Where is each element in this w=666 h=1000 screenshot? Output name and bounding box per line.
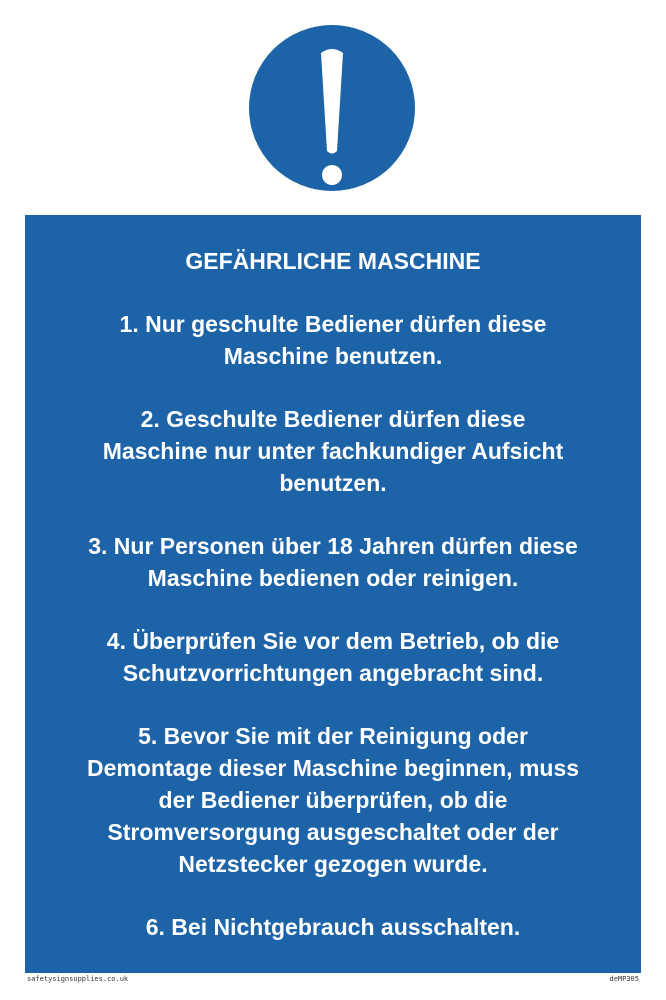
list-item xyxy=(25,911,641,943)
item-line: 1. Nur geschulte Bediener dürfen diese xyxy=(119,311,547,337)
item-line: Maschine nur unter fachkundiger Aufsicht xyxy=(102,438,564,464)
item-line: 4. Überprüfen Sie vor dem Betrieb, ob die xyxy=(106,628,560,654)
item-line: Stromversorgung ausgeschaltet oder der xyxy=(107,819,559,845)
item-line: Demontage dieser Maschine beginnen, muss xyxy=(86,755,580,781)
sign-panel xyxy=(25,215,641,973)
footer-website: safetysignsupplies.co.uk xyxy=(27,975,129,983)
list-item xyxy=(25,720,641,880)
item-line: benutzen. xyxy=(279,470,387,496)
item-line: Schutzvorrichtungen angebracht sind. xyxy=(122,660,544,686)
list-item xyxy=(25,530,641,594)
item-line: 3. Nur Personen über 18 Jahren dürfen diese xyxy=(88,533,578,559)
exclamation-mark-icon xyxy=(249,25,415,191)
list-item xyxy=(25,625,641,689)
item-line: 2. Geschulte Bediener dürfen diese xyxy=(140,406,526,432)
sign-title: GEFÄHRLICHE MASCHINE xyxy=(185,248,481,274)
item-line: 6. Bei Nichtgebrauch ausschalten. xyxy=(145,914,521,940)
footer-product-code: deMP305 xyxy=(609,975,639,983)
list-item xyxy=(25,403,641,499)
mandatory-sign-symbol xyxy=(249,25,415,191)
item-line: Netzstecker gezogen wurde. xyxy=(178,851,488,877)
item-line: Maschine benutzen. xyxy=(223,343,443,369)
item-line: 5. Bevor Sie mit der Reinigung oder xyxy=(138,723,528,749)
list-item xyxy=(25,308,641,372)
item-line: der Bediener überprüfen, ob die xyxy=(158,787,508,813)
item-line: Maschine bedienen oder reinigen. xyxy=(147,565,519,591)
